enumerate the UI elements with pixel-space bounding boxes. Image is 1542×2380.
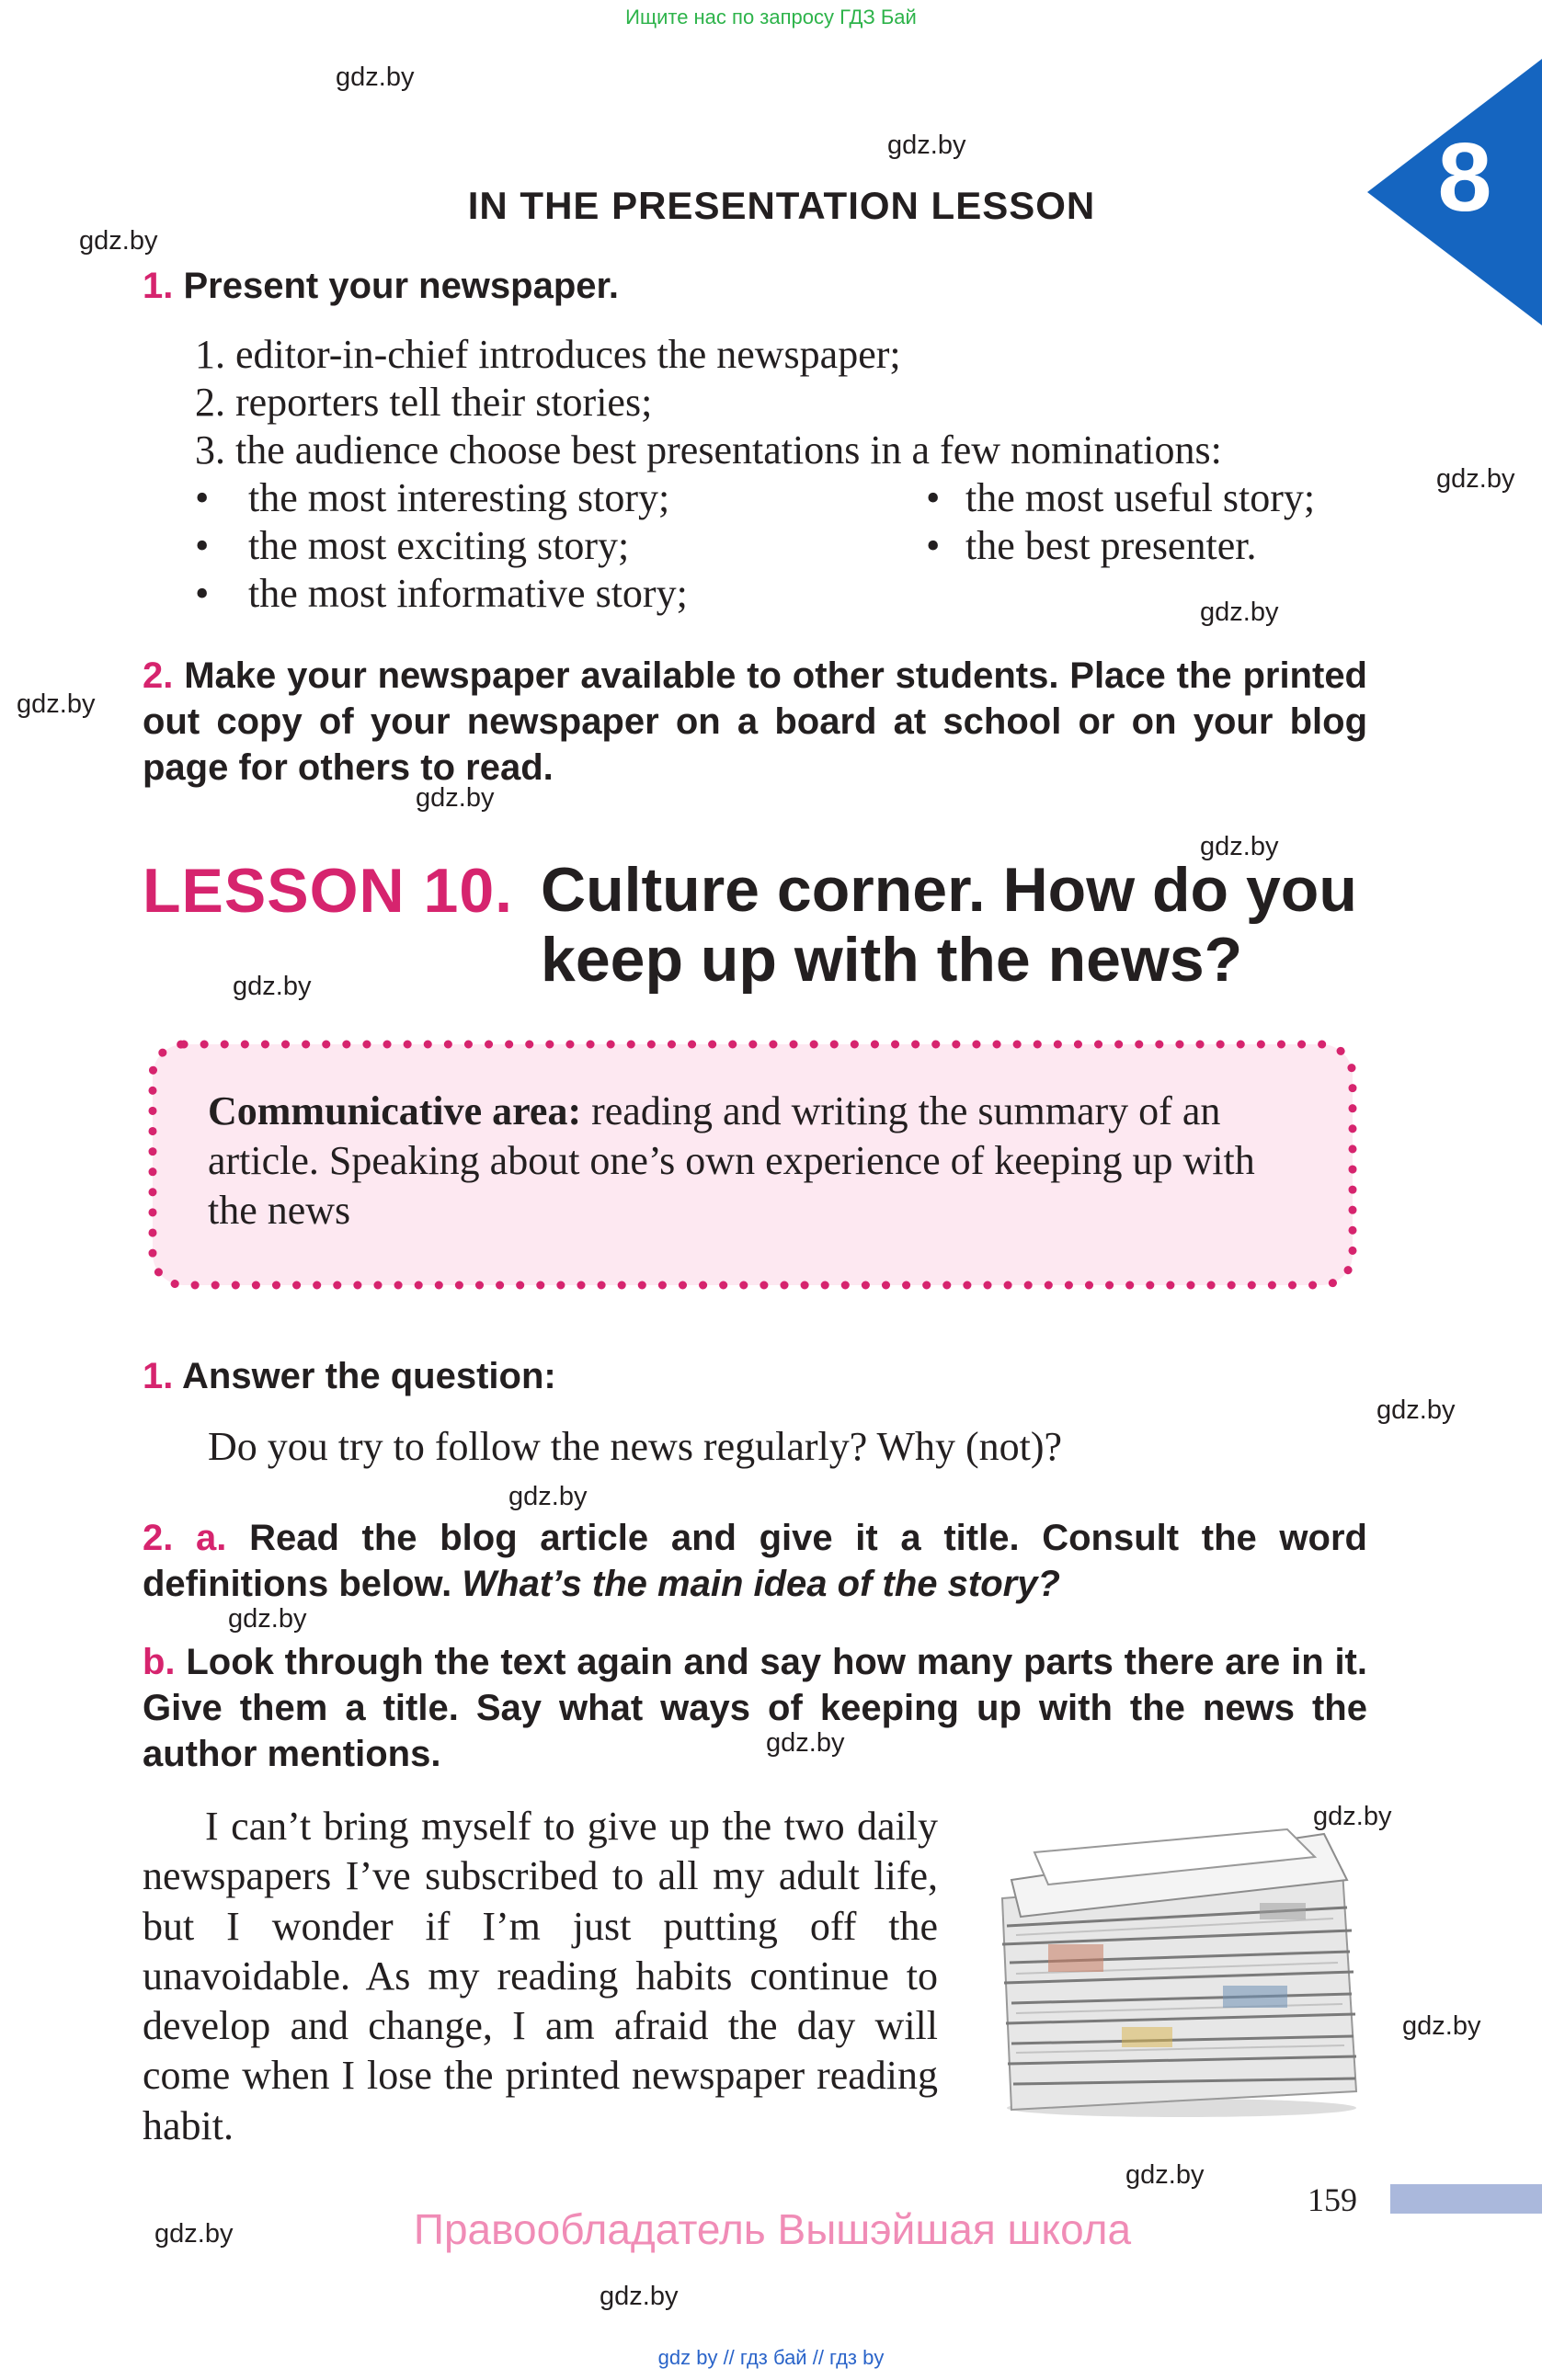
communicative-area-text — [208, 1087, 1311, 1236]
watermark: gdz.by — [1402, 2011, 1481, 2041]
bullet-item-text: the best presenter. — [965, 523, 1257, 568]
bullet-item-text: the most useful story; — [965, 475, 1316, 520]
bullet-icon: • — [195, 475, 210, 520]
bullet-item — [195, 474, 209, 522]
task-number: 1. — [143, 1356, 174, 1396]
bullet-item — [195, 570, 209, 618]
bullet-item-text: the most interesting story; — [248, 475, 670, 520]
watermark: gdz.by — [228, 1604, 307, 1634]
lesson-title-line: keep up with the news? — [541, 925, 1243, 995]
task-title: Answer the question: — [182, 1356, 556, 1396]
watermark: gdz.by — [154, 2219, 234, 2249]
bullet-item-text: the most informative story; — [248, 571, 688, 616]
watermark: gdz.by — [600, 2282, 679, 2311]
watermark: gdz.by — [887, 131, 966, 160]
task-text: Read the blog article and give it a title. Consult the word definitions below. — [143, 1518, 1367, 1604]
copyright-notice: Правообладатель Вышэйшая школа — [413, 2205, 1132, 2253]
footer-links[interactable]: gdz by // гдз бай // гдз by — [657, 2346, 885, 2369]
task-1-heading — [143, 263, 619, 309]
task-question: What’s the main idea of the story? — [462, 1564, 1060, 1604]
page-number-bar — [1390, 2184, 1542, 2214]
chapter-number: 8 — [1437, 123, 1492, 232]
lesson-title-line: Culture corner. How do you — [541, 855, 1357, 925]
lesson-task-1-question: Do you try to follow the news regularly? Why (not)? — [208, 1424, 1063, 1469]
watermark: gdz.by — [766, 1728, 845, 1758]
watermark: gdz.by — [17, 689, 96, 719]
newspaper-stack-image — [984, 1816, 1370, 2119]
top-banner[interactable]: Ищите нас по запросу ГДЗ Бай — [625, 6, 917, 28]
task-title: Present your newspaper. — [183, 266, 619, 306]
task-2 — [143, 653, 1367, 791]
watermark: gdz.by — [1200, 598, 1279, 627]
task-number: 2. a. — [143, 1518, 227, 1558]
lesson-task-2a — [143, 1515, 1367, 1607]
watermark: gdz.by — [336, 63, 415, 92]
watermark: gdz.by — [416, 783, 495, 813]
bullet-icon: • — [926, 523, 941, 568]
bullet-icon: • — [926, 475, 941, 520]
bullet-icon: • — [195, 523, 210, 568]
bullet-item-text: the most exciting story; — [248, 523, 630, 568]
page-number: 159 — [1308, 2181, 1357, 2218]
bullet-icon: • — [195, 571, 210, 616]
watermark: gdz.by — [233, 972, 312, 1001]
task-text: Make your newspaper available to other students. Place the printed out copy of your newspaper on a board at school or on your blog page for others to read. — [143, 655, 1367, 788]
watermark: gdz.by — [508, 1482, 588, 1511]
lesson-task-1-heading — [143, 1353, 556, 1399]
bullet-item — [195, 522, 209, 570]
list-item: 1. editor-in-chief introduces the newspaper; — [195, 332, 901, 377]
watermark: gdz.by — [1376, 1395, 1456, 1425]
task-number: 2. — [143, 655, 174, 696]
watermark: gdz.by — [1313, 1802, 1392, 1831]
task-number: 1. — [143, 266, 174, 306]
task-text: Look through the text again and say how many parts there are in it. Give them a title. Say what ways of keeping up with the news the author mentions. — [143, 1642, 1367, 1774]
task-1-list — [195, 331, 1381, 625]
section-title: IN THE PRESENTATION LESSON — [467, 184, 1096, 227]
task-number: b. — [143, 1642, 176, 1682]
watermark: gdz.by — [79, 226, 158, 256]
bullet-item — [926, 522, 940, 570]
list-item: 2. reporters tell their stories; — [195, 380, 653, 425]
watermark: gdz.by — [1200, 832, 1279, 861]
bullet-item — [926, 474, 940, 522]
communicative-area-label: Communicative area: — [208, 1088, 582, 1133]
lesson-label: LESSON 10. — [143, 856, 514, 926]
watermark: gdz.by — [1436, 464, 1515, 494]
article-paragraph: I can’t bring myself to give up the two daily newspapers I’ve subscribed to all my adult life, but I wonder if I’m just putting off the unavoidable. As my reading habits continue to develop and change, I am afraid the day will come when I lose the printed newspaper reading habit. — [143, 1804, 938, 2148]
lesson-title — [541, 855, 1357, 995]
lesson-task-2b — [143, 1639, 1367, 1777]
communicative-area-description: reading and writing the summary of an article. Speaking about one’s own experience of keeping up with the news — [208, 1088, 1255, 1233]
watermark: gdz.by — [1125, 2160, 1205, 2190]
list-item: 3. the audience choose best presentations in a few nominations: — [195, 427, 1222, 473]
